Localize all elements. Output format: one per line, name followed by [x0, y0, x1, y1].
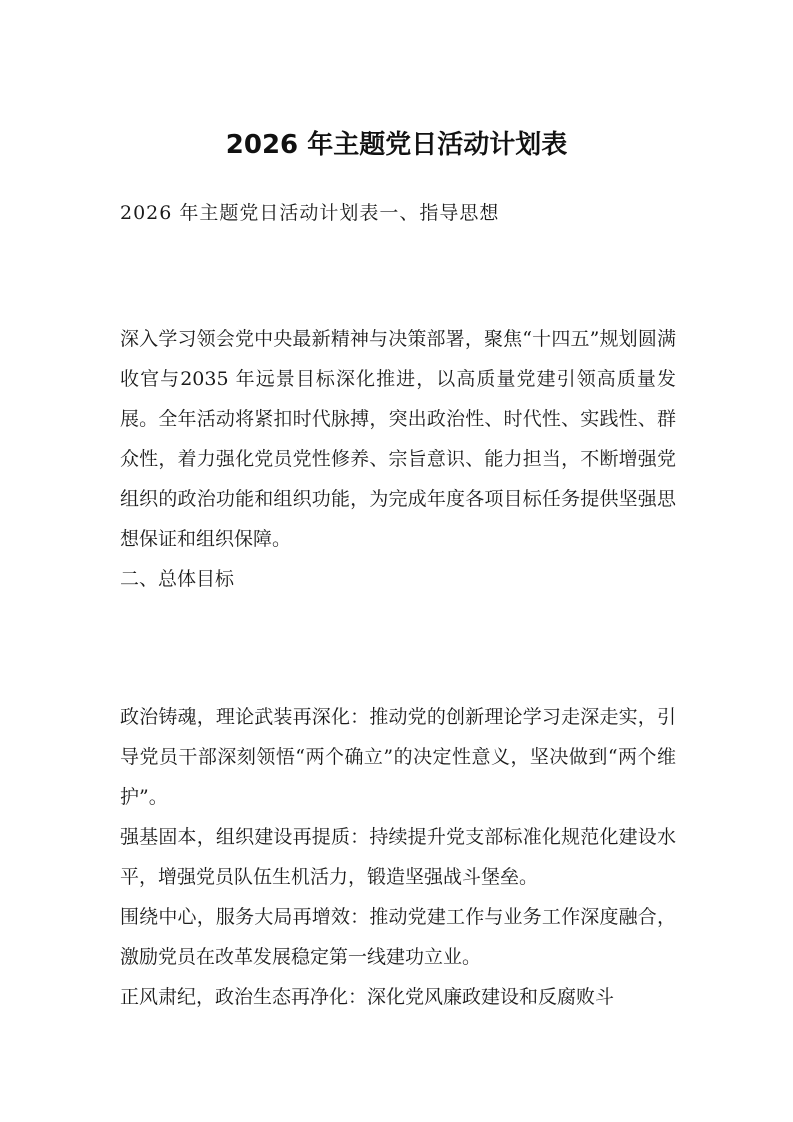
goal-paragraph: 强基固本，组织建设再提质：持续提升党支部标准化规范化建设水平，增强党员队伍生机活力，锻造坚强战斗堡垒。 [120, 826, 676, 888]
document-subtitle [120, 193, 676, 233]
subtitle-text: 2026 年主题党日活动计划表一、指导思想 [120, 202, 500, 224]
goal-paragraph: 围绕中心，服务大局再增效：推动党建工作与业务工作深度融合，激励党员在改革发展稳定第一线建功立业。 [120, 906, 676, 968]
goal-paragraph: 政治铸魂，理论武装再深化：推动党的创新理论学习走深走实，引导党员干部深刻领悟“两个确立”的决定性意义，坚决做到“两个维护”。 [120, 706, 676, 808]
overall-goals-section [120, 697, 676, 1017]
section-heading-overall-goals: 二、总体目标 [120, 568, 235, 590]
guiding-thought-paragraph: 深入学习领会党中央最新精神与决策部署，聚焦“十四五”规划圆满收官与2035 年远景目标深化推进，以高质量党建引领高质量发展。全年活动将紧扣时代脉搏，突出政治性、时代性、实践性、群众性，着力强化党员党性修养、宗旨意识、能力担当，不断增强党组织的政治功能和组织功能，为完成年度各项目标任务提供坚强思想保证和组织保障。 [120, 328, 676, 550]
guiding-thought-section [120, 319, 676, 599]
document-title: 2026 年主题党日活动计划表 [225, 130, 568, 160]
goal-paragraph: 正风肃纪，政治生态再净化：深化党风廉政建设和反腐败斗 [120, 986, 615, 1008]
